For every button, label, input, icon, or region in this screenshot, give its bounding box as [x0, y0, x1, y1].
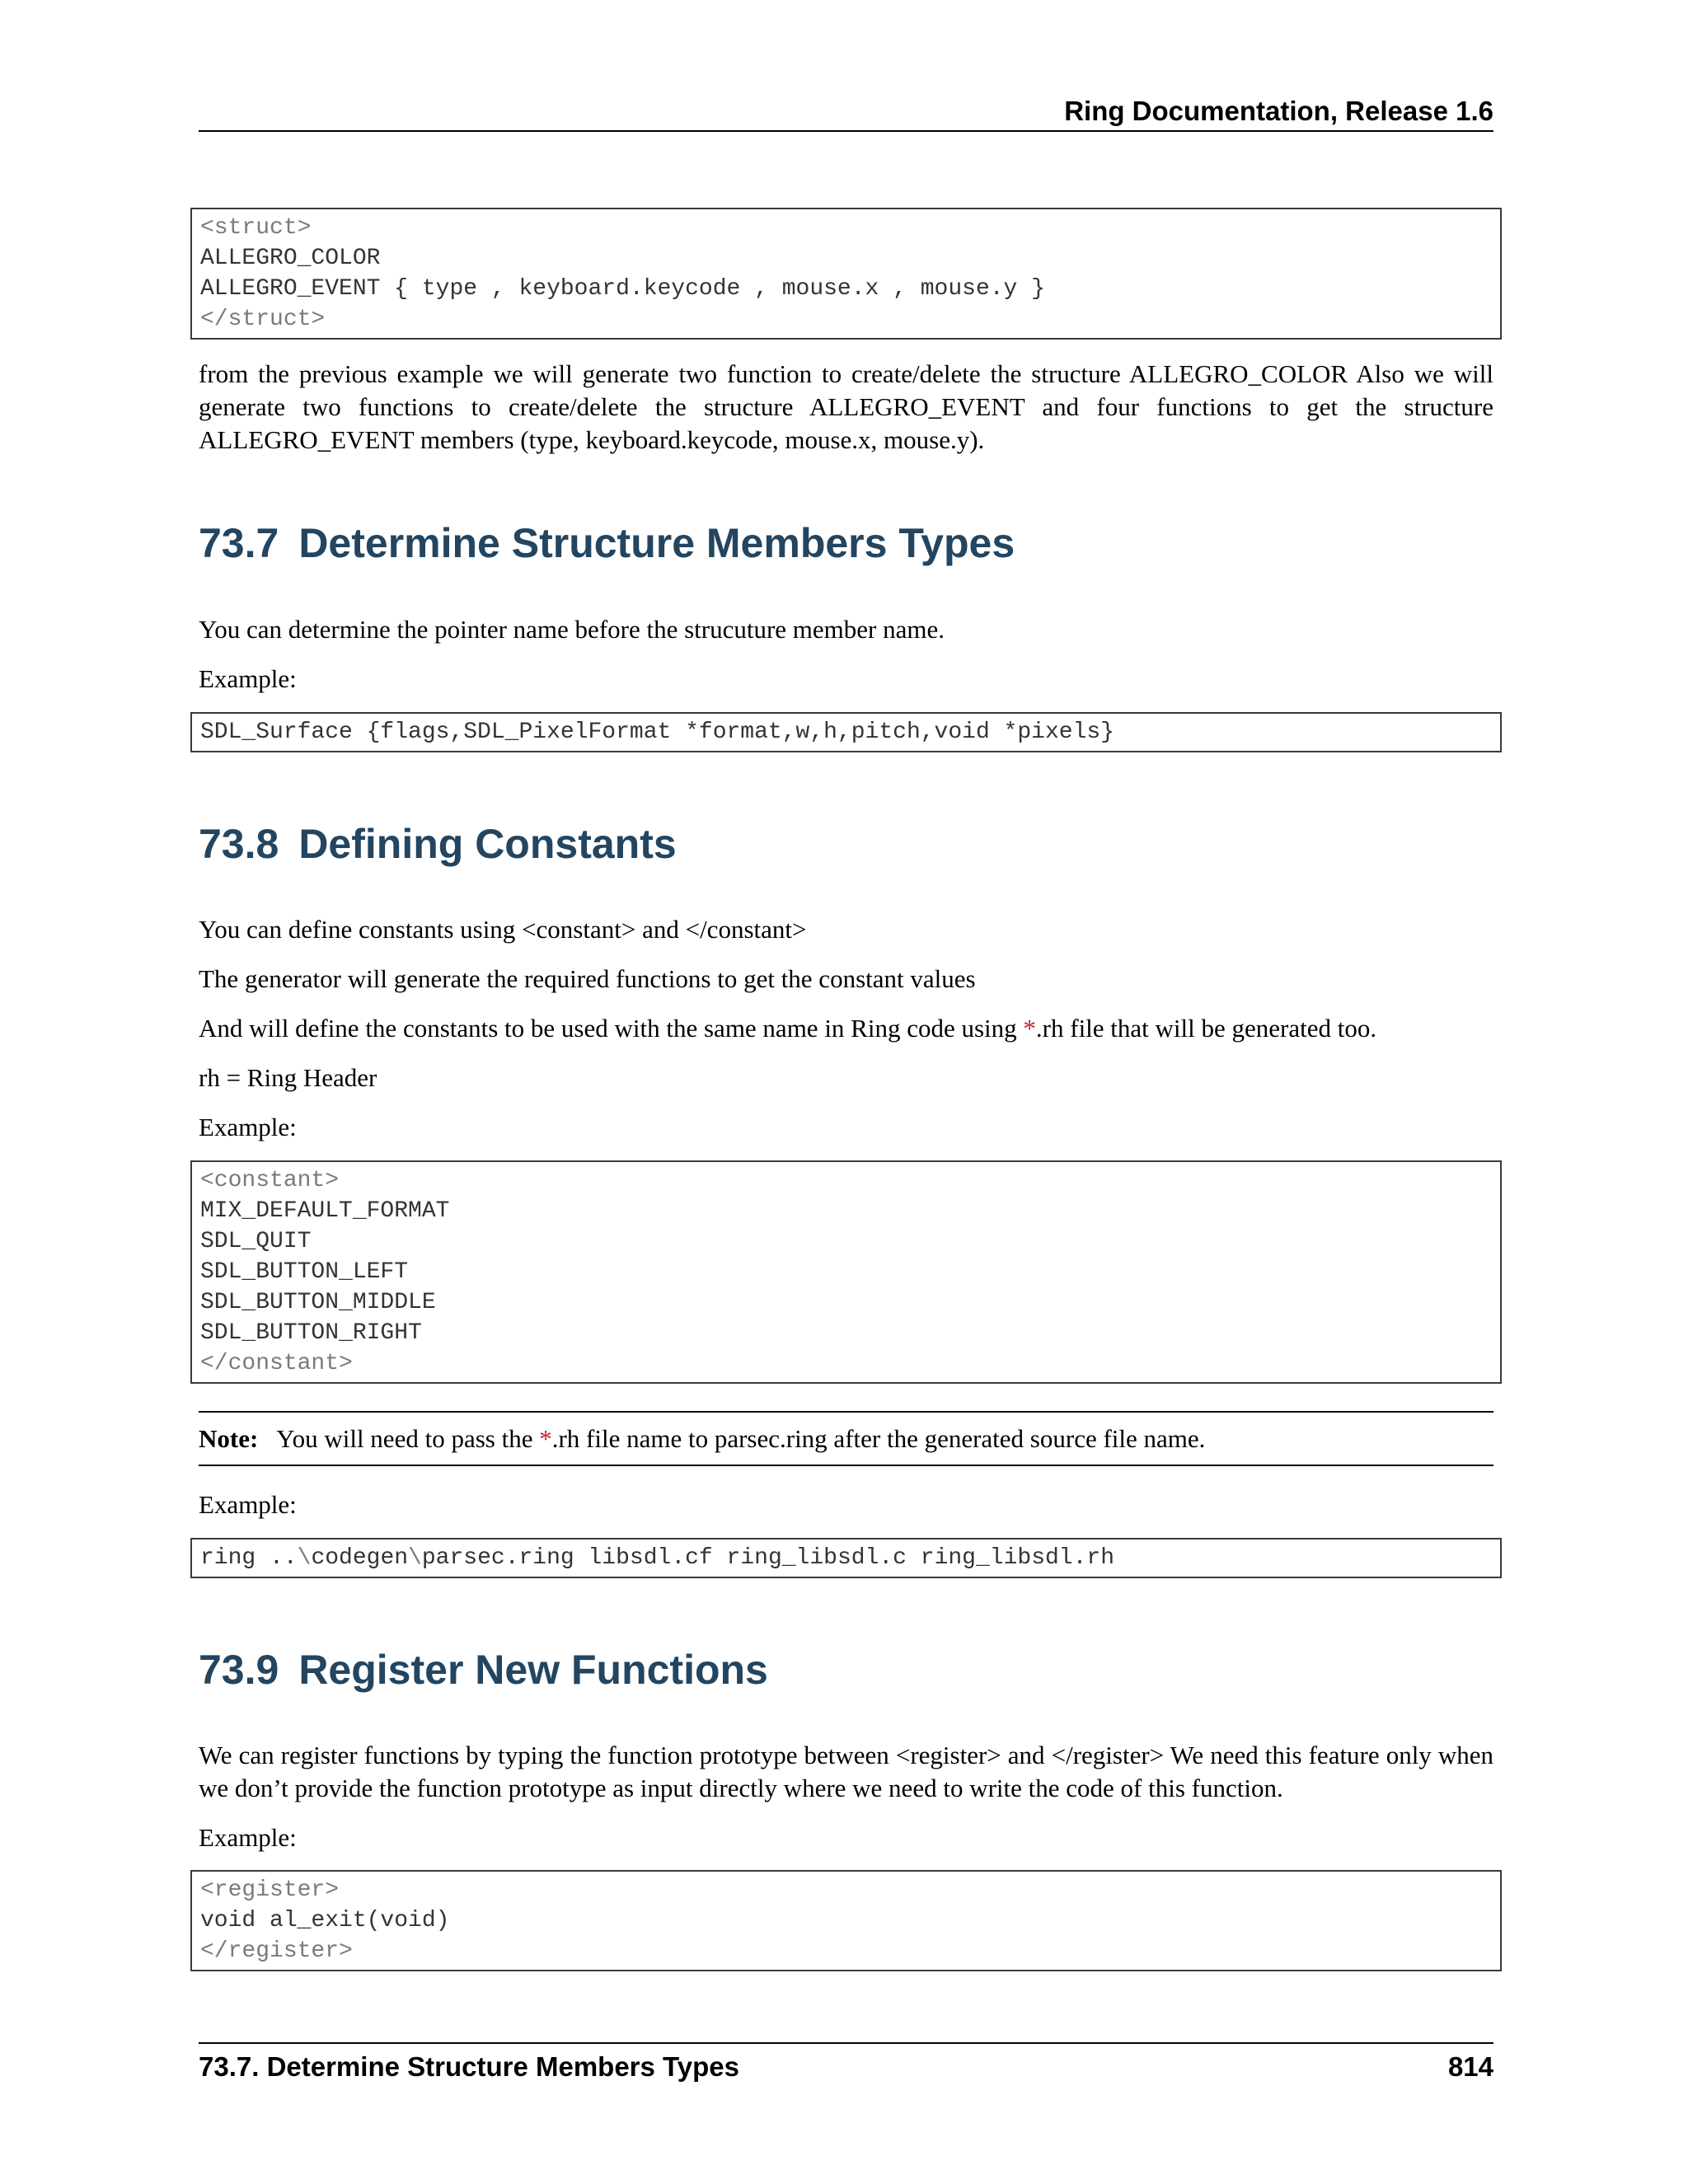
section-heading-73-8	[199, 819, 677, 869]
code-close-tag: </register>	[200, 1938, 353, 1964]
paragraph-ring-header: rh = Ring Header	[199, 1063, 377, 1092]
running-footer	[199, 2042, 1493, 2090]
note-box	[199, 1411, 1493, 1466]
section-number: 73.8	[199, 821, 279, 867]
code-line: ALLEGRO_EVENT { type , keyboard.keycode , mouse.x , mouse.y }	[200, 276, 1045, 302]
footer-section: 73.7. Determine Structure Members Types	[199, 2051, 739, 2082]
code-line: ring ..	[200, 1545, 298, 1571]
code-line: parsec.ring libsdl.cf ring_libsdl.c ring_libsdl.rh	[421, 1545, 1115, 1571]
code-open-tag: <constant>	[200, 1168, 340, 1193]
asterisk: *	[1023, 1014, 1036, 1043]
example-label: Example:	[199, 1490, 297, 1519]
section-number: 73.7	[199, 520, 279, 566]
code-line: MIX_DEFAULT_FORMAT	[200, 1198, 450, 1224]
page-number: 814	[1447, 2051, 1493, 2082]
example-label: Example:	[199, 1823, 297, 1852]
code-line: ALLEGRO_COLOR	[200, 246, 381, 271]
code-line: SDL_BUTTON_RIGHT	[200, 1320, 422, 1346]
asterisk: *	[539, 1424, 552, 1453]
section-heading-73-9	[199, 1645, 768, 1694]
note-text: You will need to pass the	[276, 1424, 540, 1453]
code-line: SDL_Surface {flags,SDL_PixelFormat *format,w,h,pitch,void *pixels}	[200, 719, 1114, 745]
code-line: SDL_BUTTON_MIDDLE	[200, 1290, 436, 1315]
header-title: Ring Documentation, Release 1.6	[1064, 96, 1493, 126]
paragraph-rh-file	[199, 1012, 1493, 1045]
code-block-register	[190, 1870, 1502, 1971]
path-separator: \	[297, 1545, 312, 1571]
code-block-parsec-command	[190, 1538, 1502, 1578]
note-text: .rh file name to parsec.ring after the generated source file name.	[551, 1424, 1206, 1453]
section-title: Defining Constants	[298, 821, 677, 867]
section-title: Determine Structure Members Types	[298, 520, 1015, 566]
section-title: Register New Functions	[298, 1647, 768, 1693]
note-label: Note:	[199, 1424, 259, 1453]
code-open-tag: <register>	[200, 1877, 340, 1903]
code-line: codegen	[311, 1545, 409, 1571]
code-block-struct	[190, 208, 1502, 340]
example-label: Example:	[199, 1113, 297, 1141]
section-number: 73.9	[199, 1647, 279, 1693]
paragraph-define-constants: You can define constants using <constant> and </constant>	[199, 915, 807, 944]
code-open-tag: <struct>	[200, 215, 312, 241]
path-separator: \	[408, 1545, 422, 1571]
code-close-tag: </struct>	[200, 307, 326, 332]
code-line: void al_exit(void)	[200, 1908, 450, 1933]
code-block-sdl-surface	[190, 712, 1502, 752]
code-close-tag: </constant>	[200, 1351, 353, 1376]
paragraph-generator: The generator will generate the required functions to get the constant values	[199, 964, 976, 993]
text: And will define the constants to be used with the same name in Ring code using	[199, 1014, 1024, 1043]
example-label: Example:	[199, 664, 297, 693]
code-line: SDL_BUTTON_LEFT	[200, 1259, 409, 1285]
paragraph-struct-explanation: from the previous example we will generate two function to create/delete the structure ALLEGRO_COLOR Also we will generate two functions to create/delete the structure ALLEGRO_EVENT and four functions to get the structure ALLEGRO_EVENT members (type, keyboard.keycode, mouse.x, mouse.y).	[199, 359, 1493, 454]
text: .rh file that will be generated too.	[1035, 1014, 1377, 1043]
section-heading-73-7	[199, 518, 1015, 568]
running-header	[199, 92, 1493, 132]
code-line: SDL_QUIT	[200, 1229, 312, 1254]
paragraph-pointer-name: You can determine the pointer name before the strucuture member name.	[199, 615, 945, 644]
code-block-constants	[190, 1160, 1502, 1384]
paragraph-register-functions: We can register functions by typing the function prototype between <register> and </register> We need this feature only when we don’t provide the function prototype as input directly where we need to write the code of this function.	[199, 1741, 1493, 1802]
